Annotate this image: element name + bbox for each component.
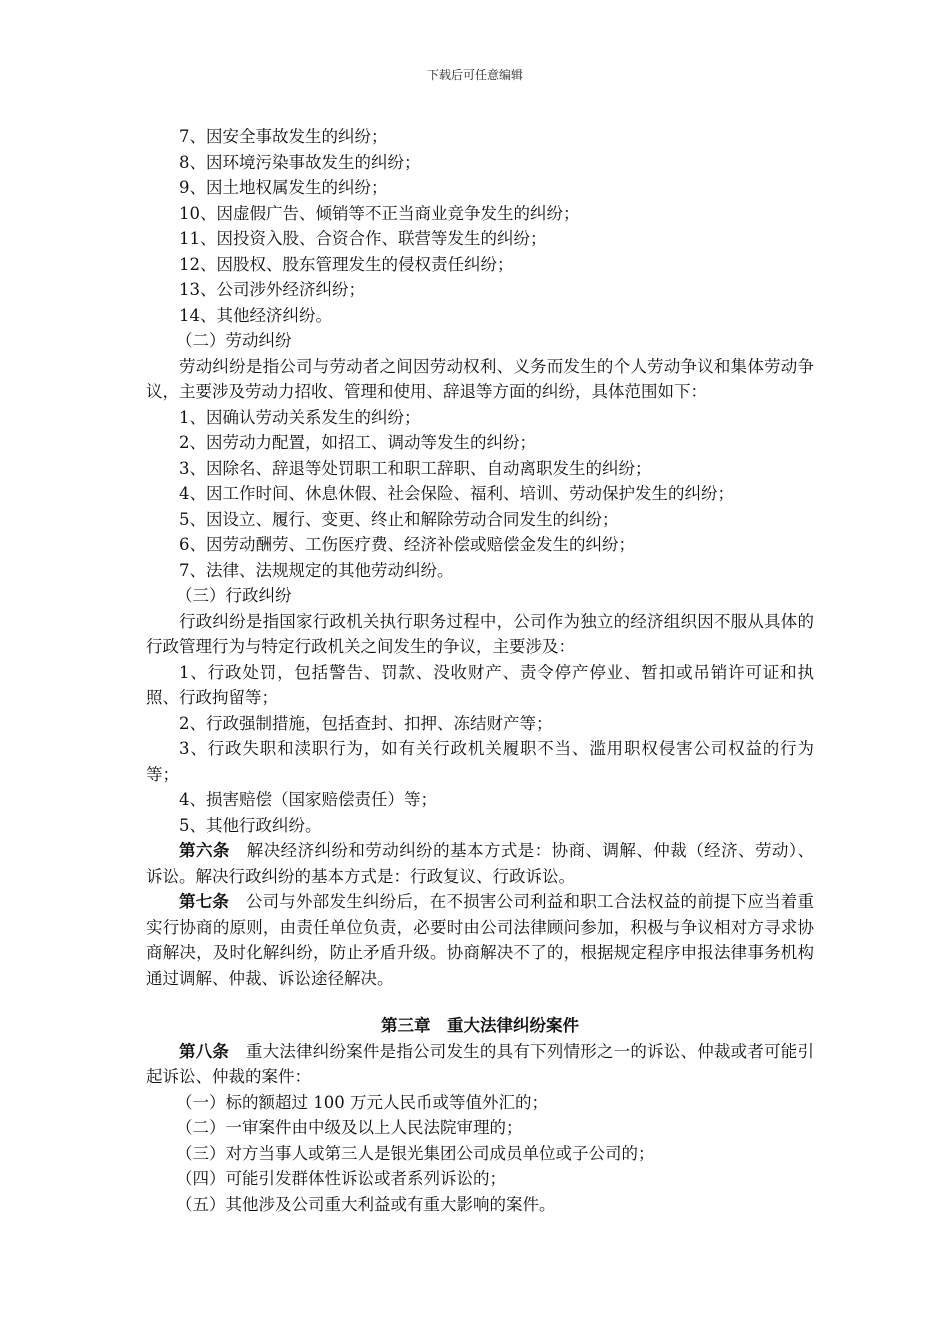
list-item: 5、其他行政纠纷。 [179,815,322,835]
page-header: 下载后可任意编辑 [426,68,523,82]
article-7-text: 公司与外部发生纠纷后，在不损害公司利益和职工合法权益的前提下应当着重实行协商的原则，由责任单位负责，必要时由公司法律顾问参加，积极与争议相对方寻求协商解决，及时化解纠纷，防止矛盾升级。协商解决不了的，根据规定程序申报法律事务机构通过调解、仲裁、诉讼途径解决。 [146,892,815,988]
list-item: 1、因确认劳动关系发生的纠纷； [179,407,421,427]
list-item: 7、因安全事故发生的纠纷； [179,127,388,146]
list-item: 3、因除名、辞退等处罚职工和职工辞职、自动离职发生的纠纷； [179,458,652,478]
list-item: 6、因劳动酬劳、工伤医疗费、经济补偿或赔偿金发生的纠纷； [179,535,635,554]
list-item: 3、行政失职和渎职行为，如有关行政机关履职不当、滥用职权侵害公司权益的行为等； [146,739,814,784]
section-heading-labor: （二）劳动纠纷 [176,331,292,350]
chapter-title: 第三章 重大法律纠纷案件 [381,1016,579,1035]
list-item: 13、公司涉外经济纠纷； [179,280,365,299]
list-item: 4、因工作时间、休息休假、社会保险、福利、培训、劳动保护发生的纠纷； [179,484,734,503]
list-item: （四）可能引发群体性诉讼或者系列诉讼的； [176,1169,506,1188]
article-7 [146,889,814,991]
article-7-label: 第七条 [179,892,230,911]
labor-intro-paragraph: 劳动纠纷是指公司与劳动者之间因劳动权利、义务而发生的个人劳动争议和集体劳动争议，主要涉及劳动力招收、管理和使用、辞退等方面的纠纷，具体范围如下： [146,356,814,401]
list-item: 2、因劳动力配置，如招工、调动等发生的纠纷； [179,433,536,452]
list-item: 12、因股权、股东管理发生的侵权责任纠纷； [179,254,514,274]
list-item: （二）一审案件由中级及以上人民法院审理的； [176,1118,523,1137]
list-item: 5、因设立、履行、变更、终止和解除劳动合同发生的纠纷； [179,509,619,529]
list-item: 8、因环境污染事故发生的纠纷； [179,152,421,172]
list-item: 11、因投资入股、合资合作、联营等发生的纠纷； [179,229,547,248]
list-item: 9、因土地权属发生的纠纷； [179,178,388,197]
list-item: 1、行政处罚，包括警告、罚款、没收财产、责令停产停业、暂扣或吊销许可证和执照、行政拘留等； [146,662,814,707]
list-item: 10、因虚假广告、倾销等不正当商业竞争发生的纠纷； [179,203,580,223]
admin-intro-paragraph: 行政纠纷是指国家行政机关执行职务过程中，公司作为独立的经济组织因不服从具体的行政管理行为与特定行政机关之间发生的争议，主要涉及： [146,611,814,656]
list-item: 2、行政强制措施，包括查封、扣押、冻结财产等； [179,713,553,733]
list-item: 7、法律、法规规定的其他劳动纠纷。 [179,560,454,580]
article-6 [146,838,814,889]
list-item: 4、损害赔偿（国家赔偿责任）等； [179,790,437,809]
list-item: 14、其他经济纠纷。 [179,305,332,325]
document-body [146,124,814,1217]
article-6-label: 第六条 [179,841,230,860]
list-item: （一）标的额超过 100 万元人民币或等值外汇的； [176,1092,548,1112]
article-8 [146,1039,814,1090]
article-8-text: 重大法律纠纷案件是指公司发生的具有下列情形之一的诉讼、仲裁或者可能引起诉讼、仲裁的案件： [146,1041,815,1086]
list-item: （五）其他涉及公司重大利益或有重大影响的案件。 [176,1194,556,1214]
list-item: （三）对方当事人或第三人是银光集团公司成员单位或子公司的； [176,1143,655,1163]
section-heading-admin: （三）行政纠纷 [176,586,292,605]
article-8-label: 第八条 [179,1041,230,1061]
article-6-text: 解决经济纠纷和劳动纠纷的基本方式是：协商、调解、仲裁（经济、劳动）、诉讼。解决行政纠纷的基本方式是：行政复议、行政诉讼。 [146,841,815,886]
